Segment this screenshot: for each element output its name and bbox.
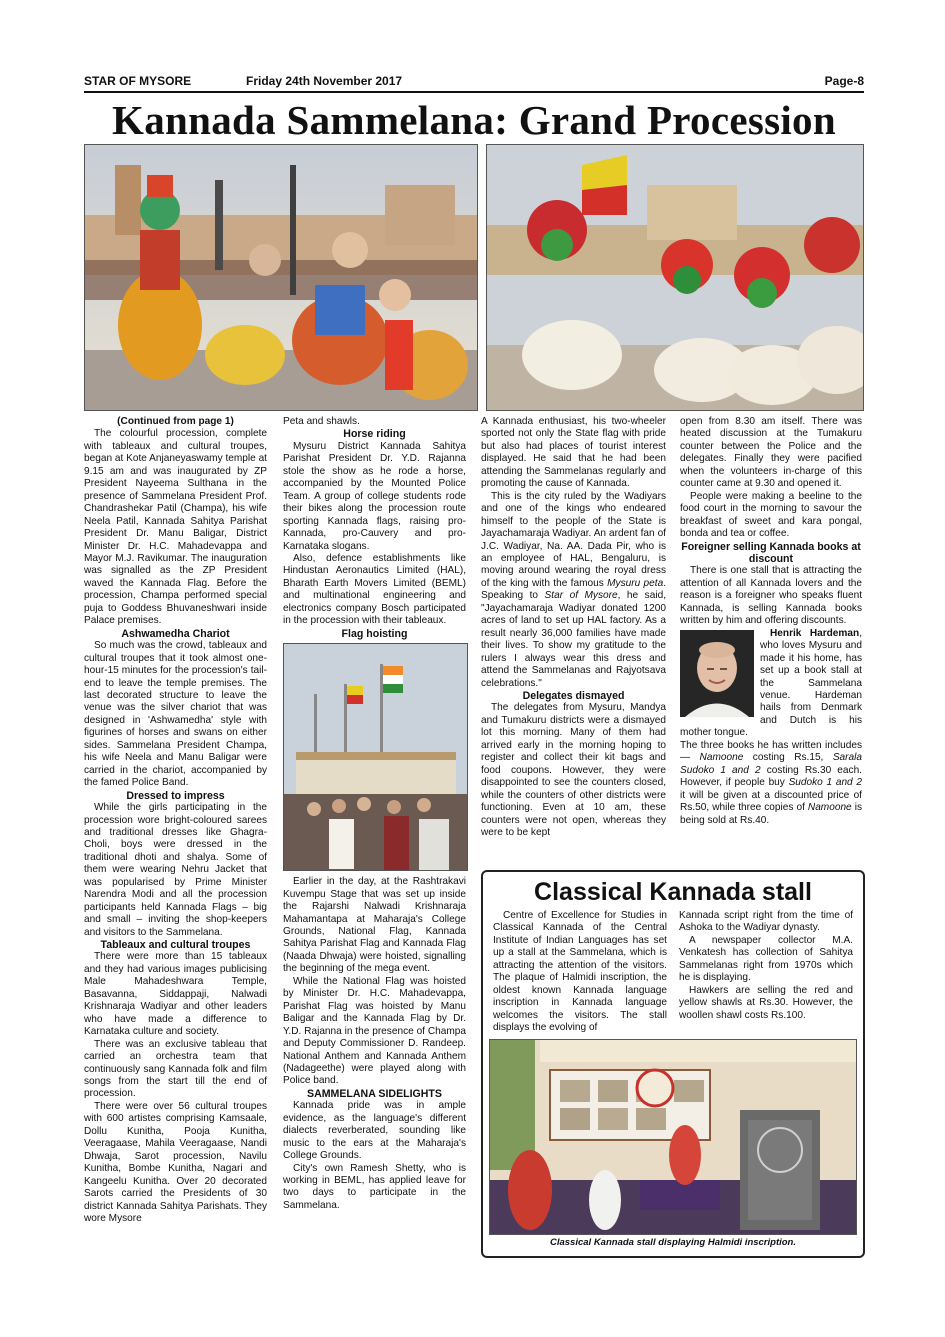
paragraph: While the National Flag was hoisted by Minister Dr. H.C. Mahadevappa, Parishat Flag was hoisted by Manu Baligar and the Kannada Flag by Dr. Y.D. Rajanna in the presence of Champa and Deputy Commissioner D. Randeep. National Anthem and Kannada Anthem (Nadageethe) were played along with Police band. [283,975,466,1087]
paragraph: The colourful procession, complete with tableaux and cultural troupes, began at Kote Anjaneyaswamy temple at 9.15 am and was inaugurated by ZP President Nayeema Sulthana in the presence of Sammelana President Prof. Chandrashekar Patil (Champa), his wife Neela Patil, Kannada Sahitya Parishat President Dr. Manu Baligar, District Minister Dr. H.C. Mahadevappa and Mayor M.J. Ravikumar. The inauguration was signalled as the ZP President waved the Kannada Flag. Before the procession, Champa performed special puja to Goddess Bhuvaneshwari inside Palace premises. [84,428,267,627]
paragraph: Hawkers are selling the red and yellow shawls at Rs.30. However, the woollen shawl costs Rs.100. [679,984,853,1021]
paragraph: The delegates from Mysuru, Mandya and Tumakuru districts were a dismayed lot this morning. Many of them had arrived early in the morning hoping to register and collect their kit bags and food coupons. However, they were disappointed to see the counters closed, while the counters of other districts were functioning. Even at 10 am, these counters were not open, whereas they were to be kept [481,702,666,838]
article-column-3 [481,416,666,839]
stall-title: Classical Kannada stall [534,878,812,906]
paragraph: So much was the crowd, tableaux and cultural troupes that it took almost one-hour-15 minutes for the procession's tail-end to leave the temple premises. The last decorated structure to leave the venue was the silver chariot that was designed in 'Ashwamedha' style with figurines of horses and swans on either sides. Sammelana President Champa, his wife Neela and Manu Baligar were carried in the chariot, accompanied by the famed Police Band. [84,640,267,789]
paragraph: Peta and shawls. [283,416,360,427]
page-number: Page-8 [824,74,864,88]
header-rule [84,91,864,93]
paragraph: Mysuru District Kannada Sahitya Parishat President Dr. Y.D. Rajanna stole the show as he rode a horse, accompanied by the Mounted Police Team. A group of college students rode their bikes along the procession route sporting Kannada flags, raising pro-Kannada, pro-Cauvery and pro-Karnataka slogans. [283,440,466,552]
subheading: Foreigner selling Kannada books at discount [681,540,861,565]
stall-photo-caption: Classical Kannada stall displaying Halmidi inscription. [549,1237,796,1248]
paragraph: People were making a beeline to the food court in the morning to savour the breakfast of sweet and kara pongal, bonda and tea or coffee. [680,490,862,540]
subheading: Tableaux and cultural troupes [100,939,251,952]
publication-name: STAR OF MYSORE [84,74,192,88]
paragraph: There was an exclusive tableau that carried an orchestra team that continuously sang Kannada folk and film songs from the start till the end of procession. [84,1038,267,1100]
stall-column-left [493,910,667,1035]
article-column-4 [680,416,862,827]
headline: Kannada Sammelana: Grand Procession [112,97,836,143]
article-column-2 [283,416,466,1212]
paragraph: Also, defence establishments like Hindustan Aeronautics Limited (HAL), Bharath Earth Movers Limited (BEML) and multinational engineering and electronics company Bosch participated in the procession with their tableaux. [283,552,466,627]
paragraph: This is the city ruled by the Wadiyars and one of the kings who endeared himself to the people of the State is Jayachamaraja Wadiyar. An ardent fan of J.C. Wadiyar, Na. AA. Dada Pir, who is an employee of HAL, Bengaluru, is moving around wearing the royal dress of the king with the famous Mysuru peta. Speaking to Star of Mysore, he said, "Jayachamaraja Wadiyar donated 1200 acres of land to set up HAL factory. As a result nearly 36,000 families have made their lives. To show my gratitude to the rulers I always wear this dress and attend the Sammelanas and Rajyotsava celebrations." [481,490,667,689]
article-column-1 [84,416,267,1225]
hardeman-portrait [680,630,754,717]
subheading: SAMMELANA SIDELIGHTS [307,1087,442,1100]
stall-column-right [679,910,853,1022]
paragraph: While the girls participating in the procession wore bright-coloured sarees and traditional dresses like Ghagra-Choli, boys were dressed in the traditional dhoti and shalya. Some of them were wearing Nehru Jacket that was popularised by Prime Minister Narendra Modi and all the procession participants held Kannada Flags – big and small – inviting the shop-keepers and visitors to the Sammelana. [84,802,267,938]
classical-kannada-stall-box [481,870,865,1258]
subheading: Flag hoisting [341,627,408,640]
paragraph: There were more than 15 tableaux and they had various images publicising Male Mahadeshwara Temple, Basavanna, Siddappaji, Nalwadi Krishnaraja Wadiyar and other leaders who have made a difference to Karnataka culture and society. [84,951,267,1038]
paragraph: Kannada pride was in ample evidence, as the language's different dialects reverberated, sounding like music to the ears at the Maharaja's College Grounds. [283,1100,466,1162]
paragraph: Kannada script right from the time of Ashoka to the Wadiyar dynasty. [679,910,853,934]
subheading: Dressed to impress [126,789,225,802]
paragraph: City's own Ramesh Shetty, who is working in BEML, has applied leave for two days to participate in the Sammelana. [283,1162,466,1211]
procession-photo-puppets [84,144,478,411]
subheading: Horse riding [343,428,406,441]
subheading: Delegates dismayed [522,689,625,702]
paragraph: There is one stall that is attracting the attention of all Kannada lovers and the reason is a foreigner who speaks fluent Kannada, is selling Kannada books written by him and offering discounts. [680,565,862,627]
procession-photo-dancers [486,144,864,411]
paragraph: There were over 56 cultural troupes with 600 artistes comprising Kamsaale, Dollu Kunitha, Pooja Kunitha, Veeragaase, Mahila Veeragaase, Nandi Dhwaja, Sarot procession, Navilu Kunitha, Bombe Kunitha, Nagari and Kangeelu Kunitha. Over 20 decorated Sarots carried the Presidents of 30 district Kannada Sahitya Parishats. They wore Mysore [84,1100,267,1224]
paragraph: Centre of Excellence for Studies in Classical Kannada of the Central Institute of Indian Languages has set up a stall at the Sammelana, which is attracting the attention of the visitors. The plaque of Halmidi inscription, the oldest known Kannada language inscription in Kannada language welcomes the visitors. The stall displays the evolving of [493,910,667,1034]
paragraph: open from 8.30 am itself. There was heated discussion at the Tumakuru counter between the Police and the delegates. Finally they were pacified when the volunteers in-charge of this counter came at 9.30 and opened it. [680,416,862,490]
masthead [84,74,864,90]
subheading: Ashwamedha Chariot [121,627,230,640]
paragraph: Henrik Hardeman, who loves Mysuru and made it his home, has set up a book stall at the Sammelana venue. Hardeman hails from Denmark and Dutch is his mother tongue. [680,627,862,739]
paragraph: The three books he has written includes — Namoone costing Rs.15, Sarala Sudoko 1 and 2 costing Rs.30 each. However, if people buy Sudoko 1 and 2 it will be given at a discounted price of Rs.50, while three copies of Namoone is being sold at Rs.40. [680,739,862,826]
flag-hoisting-photo [283,643,468,871]
issue-date: Friday 24th November 2017 [246,74,403,88]
stall-photo [489,1039,857,1235]
continued-note: (Continued from page 1) [117,416,234,427]
paragraph: A Kannada enthusiast, his two-wheeler sported not only the State flag with pride but also had places of tourist interest displayed. He said that he had been attending the Sammelanas regularly and promoting the cause of Kannada. [481,416,666,490]
paragraph: A newspaper collector M.A. Venkatesh has collection of Sahitya Sammelanas right from 1970s which he is displaying. [679,934,853,984]
paragraph: Earlier in the day, at the Rashtrakavi Kuvempu Stage that was set up inside the Rajarshi Nalwadi Krishnaraja Mahamantapa at Maharaja's College Grounds, National Flag, Kannada Sahitya Parishat Flag and Kannada Flag (Naada Dhwaja) were hoisted, signalling the beginning of the mega event. [283,876,466,975]
